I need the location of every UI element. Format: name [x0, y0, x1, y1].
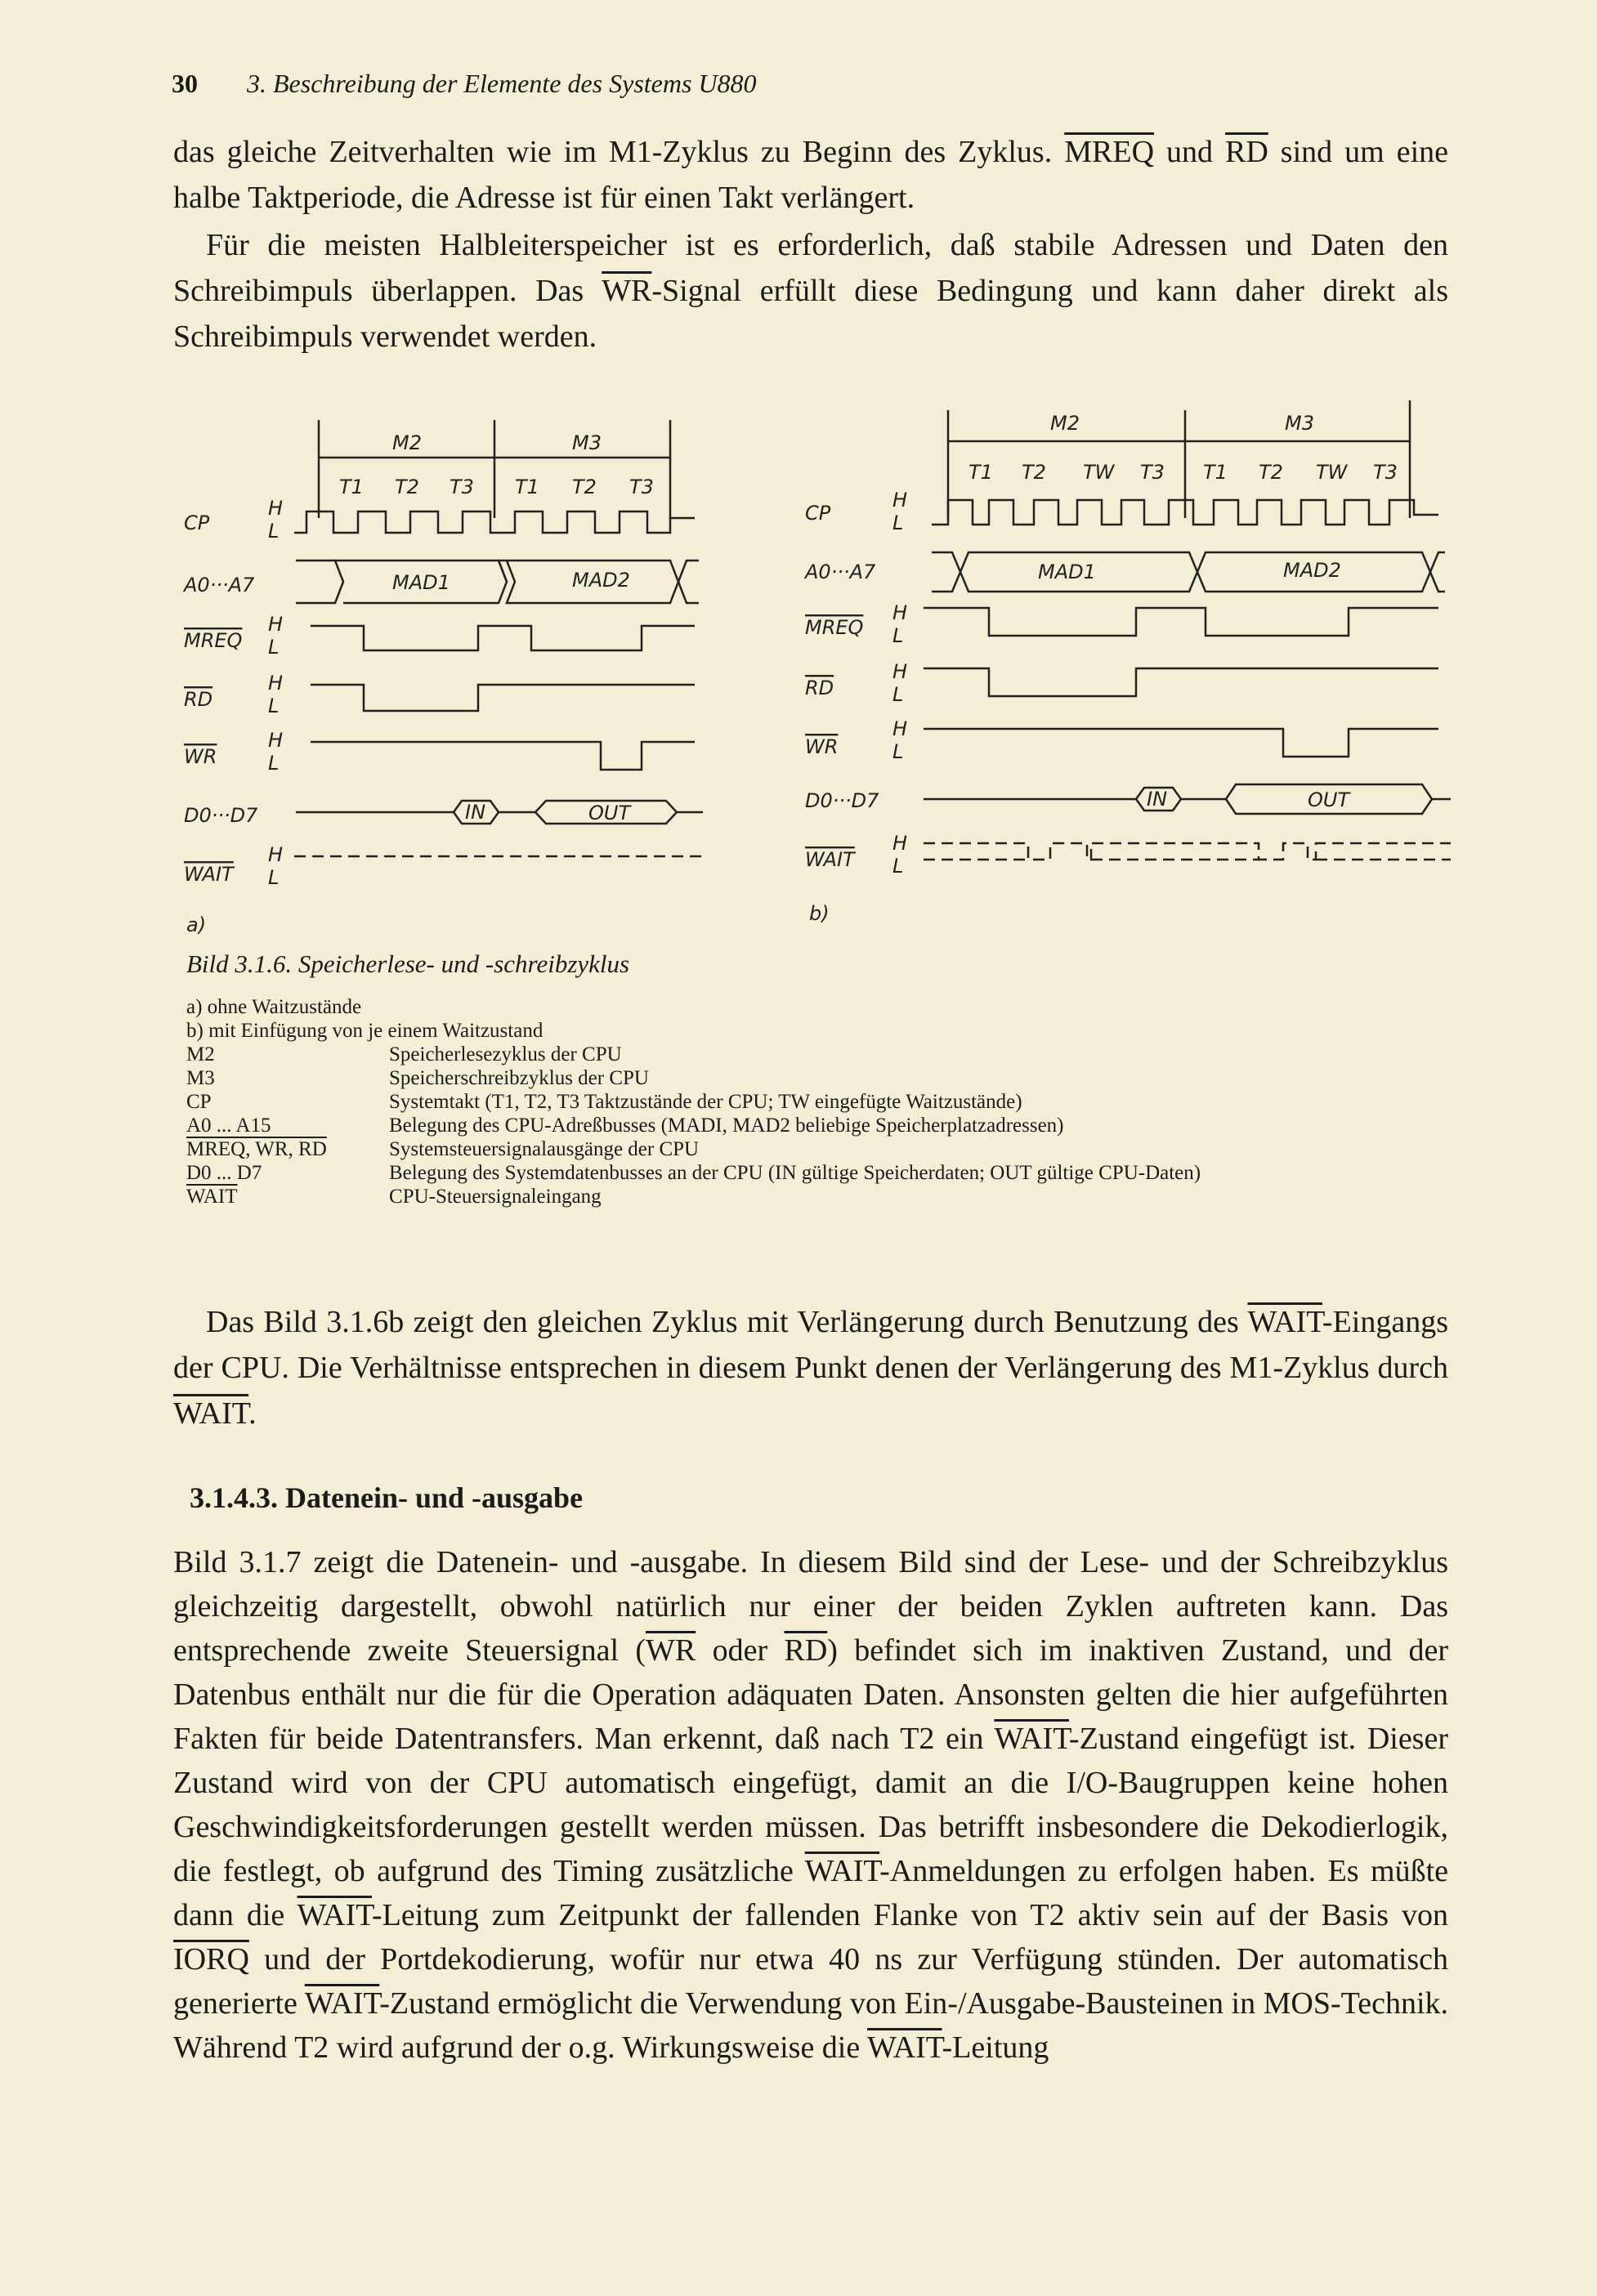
text-run: sind um eine halbe Taktperiode, die Adresse ist für einen Takt verlängert. — [173, 135, 1448, 215]
bus-label: MAD1 — [392, 571, 450, 594]
running-title: 3. Beschreibung der Elemente des Systems U880 — [247, 69, 757, 98]
signal-label: CP — [184, 511, 210, 534]
signal-wait: WAIT — [994, 1722, 1069, 1756]
level-l: L — [268, 695, 280, 717]
t-state-label: T3 — [1140, 461, 1165, 484]
cycle-label: M3 — [572, 431, 602, 454]
signal-wait: WAIT — [297, 1898, 373, 1932]
bus-label: IN — [1147, 788, 1168, 811]
level-l: L — [268, 752, 280, 775]
legend-desc: Systemsteuersignalausgänge der CPU — [389, 1138, 700, 1160]
bus-label: MAD2 — [1283, 559, 1341, 582]
signal-wait: WAIT — [173, 1396, 249, 1431]
figure-caption: Bild 3.1.6. Speicherlese- und -schreibzyklus — [186, 949, 630, 978]
t-state-label: TW — [1083, 461, 1115, 484]
level-h: H — [268, 672, 284, 695]
bus-label: OUT — [588, 802, 631, 824]
signal-iorq: IORQ — [173, 1942, 249, 1977]
text-run: -Leitung — [942, 2030, 1049, 2065]
t-state-label: T2 — [572, 476, 597, 498]
signal-label: CP — [805, 502, 831, 525]
signal-label: RD — [184, 688, 213, 711]
legend-key: M2 — [186, 1043, 215, 1065]
legend-key: A0 ... A15 — [186, 1114, 271, 1137]
legend-desc: Systemtakt (T1, T2, T3 Taktzustände der CPU; TW eingefügte Waitzustände) — [389, 1091, 1022, 1113]
t-state-label: T2 — [1022, 461, 1046, 484]
text-run: und — [1154, 135, 1226, 169]
text-run: -Zustand ermöglicht die Verwendung von Ein-/Ausgabe-Bausteinen in MOS-Technik. Während T2 wird aufgrund der o.g. Wirkungsweise die — [173, 1986, 1448, 2065]
legend-row — [186, 1090, 1201, 1114]
panel-label: a) — [186, 913, 207, 936]
signal-mreq: MREQ — [1064, 135, 1155, 169]
page-header — [172, 69, 757, 99]
figure-legend — [186, 995, 1201, 1208]
legend-desc: Belegung des CPU-Adreßbusses (MADI, MAD2 beliebige Speicherplatzadressen) — [389, 1114, 1064, 1137]
signal-label: A0···A7 — [184, 574, 255, 596]
text-run: -Zustand eingefügt ist. Dieser Zustand wird von der CPU automatisch eingefügt, damit an die I/O-Baugruppen keine hohen Geschwindigkeitsforderungen gestellt werden müssen. Das betrifft insbesondere die Dekodierlogik, die festlegt, ob aufgrund des Timing zusätzliche — [173, 1722, 1448, 1888]
text-run: -Eingangs der CPU. Die Verhältnisse entsprechen in diesem Punkt denen der Verlängerung des M1-Zyklus durch — [173, 1305, 1448, 1385]
signal-wait: WAIT — [1247, 1305, 1322, 1339]
signal-rd: $\overline{RD}$ — [784, 1633, 828, 1668]
t-state-label: T2 — [1259, 461, 1283, 484]
text-run: das gleiche Zeitverhalten wie im M1-Zyklus zu Beginn des Zyklus. — [173, 135, 1065, 169]
t-state-label: T3 — [629, 476, 654, 498]
level-h: H — [892, 717, 908, 740]
section-heading: 3.1.4.3. Datenein- und -ausgabe — [190, 1481, 584, 1514]
level-h: H — [892, 660, 908, 683]
text-run: Bild 3.1.7 zeigt die Datenein- und -ausgabe. In diesem Bild sind der Lese- und der Schreibzyklus gleichzeitig dargestellt, obwohl natürlich nur einer der beiden Zyklen auftreten kann. Das entsprechende zweite Steuersignal ( — [173, 1545, 1448, 1668]
bus-label: MAD1 — [1038, 561, 1096, 583]
timing-diagram-figure — [163, 392, 1471, 948]
level-l: L — [892, 624, 904, 647]
text-run: -Leitung zum Zeitpunkt der fallenden Flanke von T2 aktiv sein auf der Basis von — [372, 1898, 1448, 1932]
panel-label: b) — [809, 902, 830, 925]
paragraph-2 — [173, 222, 1448, 360]
text-run: Für die meisten Halbleiterspeicher ist es erforderlich, daß stabile Adressen und Daten den Schreibimpuls überlappen. Das — [173, 228, 1448, 308]
legend-key: D0 ... D7 — [186, 1162, 262, 1184]
text-run: -Anmeldungen zu erfolgen haben. Es müßte dann die — [173, 1854, 1448, 1932]
signal-label: WAIT — [184, 863, 234, 886]
cycle-label: M3 — [1285, 412, 1314, 435]
legend-desc: Speicherlesezyklus der CPU — [389, 1043, 622, 1065]
legend-key: CP — [186, 1091, 212, 1113]
text-run: ) befindet sich im inaktiven Zustand, und der Datenbus enthält nur die für die Operation adäquaten Daten. Ansonsten gelten die hier aufgeführten Fakten für beide Datentransfers. Man erkennt, daß nach T2 ein — [173, 1633, 1448, 1756]
t-state-label: T1 — [515, 476, 539, 498]
level-h: H — [892, 601, 908, 624]
signal-wr: $\overline{WR}$ — [602, 274, 652, 308]
t-state-label: TW — [1316, 461, 1348, 484]
text-run: Das Bild 3.1.6b zeigt den gleichen Zyklus mit Verlängerung durch Benutzung des — [206, 1305, 1248, 1339]
signal-label: WR — [805, 735, 839, 758]
legend-desc: Speicherschreibzyklus der CPU — [389, 1067, 649, 1089]
level-l: L — [892, 683, 904, 706]
paragraph-4 — [173, 1540, 1448, 2070]
bus-label: OUT — [1308, 788, 1350, 811]
signal-wait: WAIT — [304, 1986, 380, 2021]
t-state-label: T2 — [395, 476, 419, 498]
text-run: und der Portdekodierung, wofür nur etwa 40 ns zur Verfügung stünden. Der automatisch generierte — [173, 1942, 1448, 2021]
signal-label: A0···A7 — [805, 561, 876, 583]
signal-wait: WAIT — [867, 2030, 942, 2065]
t-state-label: T3 — [450, 476, 474, 498]
legend-a: a) ohne Waitzustände — [186, 996, 362, 1018]
level-l: L — [268, 866, 280, 889]
text-run: oder — [696, 1633, 785, 1668]
t-state-label: T1 — [968, 461, 993, 484]
legend-row — [186, 1137, 1201, 1161]
legend-row — [186, 1185, 1201, 1208]
legend-desc: Belegung des Systemdatenbusses an der CPU (IN gültige Speicherdaten; OUT gültige CPU-Daten) — [389, 1162, 1201, 1184]
t-state-label: T1 — [339, 476, 364, 498]
legend-key: M3 — [186, 1067, 215, 1089]
legend-desc: CPU-Steuersignaleingang — [389, 1186, 602, 1208]
level-l: L — [892, 855, 904, 878]
signal-rd: $\overline{RD}$ — [1225, 135, 1268, 169]
level-h: H — [892, 489, 908, 511]
signal-label: MREQ — [184, 629, 243, 652]
level-h: H — [268, 729, 284, 752]
level-l: L — [268, 636, 280, 659]
legend-key: WAIT — [186, 1186, 238, 1208]
legend-row — [186, 1114, 1201, 1137]
signal-wr: $\overline{WR}$ — [646, 1633, 696, 1668]
signal-wait: WAIT — [804, 1854, 880, 1888]
page-number: 30 — [172, 69, 198, 98]
signal-label: MREQ — [805, 616, 864, 639]
level-h: H — [268, 613, 284, 636]
level-l: L — [892, 511, 904, 534]
cycle-label: M2 — [1050, 412, 1080, 435]
bus-label: MAD2 — [572, 569, 630, 592]
bus-label: IN — [465, 801, 486, 824]
cycle-label: M2 — [392, 431, 422, 454]
t-state-label: T3 — [1373, 461, 1398, 484]
level-h: H — [268, 843, 284, 866]
level-h: H — [268, 497, 284, 520]
signal-label: RD — [805, 677, 834, 699]
signal-label: D0···D7 — [184, 804, 258, 827]
level-l: L — [268, 520, 280, 543]
t-state-label: T1 — [1203, 461, 1228, 484]
legend-key: MREQ, WR, RD — [186, 1138, 327, 1160]
text-run: -Signal erfüllt diese Bedingung und kann daher direkt als Schreibimpuls verwendet werden. — [173, 274, 1448, 354]
legend-row — [186, 1043, 1201, 1066]
level-l: L — [892, 740, 904, 763]
signal-label: D0···D7 — [805, 789, 879, 812]
text-run: . — [248, 1396, 257, 1431]
legend-row — [186, 1066, 1201, 1090]
timing-diagram — [163, 392, 1471, 948]
paragraph-3 — [173, 1299, 1448, 1436]
signal-label: WAIT — [805, 848, 855, 871]
legend-row — [186, 1161, 1201, 1185]
paragraph-1 — [173, 129, 1448, 221]
level-h: H — [892, 832, 908, 855]
legend-b: b) mit Einfügung von je einem Waitzustand — [186, 1020, 544, 1042]
signal-label: WR — [184, 745, 217, 768]
